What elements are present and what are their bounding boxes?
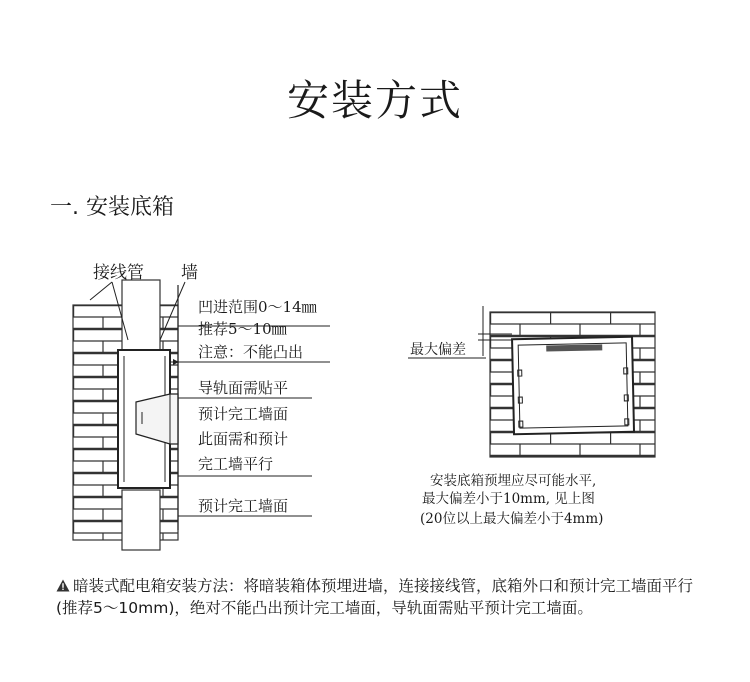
conduit-pipe: [122, 280, 160, 360]
face-text-2: 完工墙平行: [198, 455, 274, 473]
rail-text-2: 预计完工墙面: [198, 405, 289, 423]
max-deviation-label: 最大偏差: [410, 342, 466, 358]
conduit-pipe-lower: [122, 490, 160, 550]
installation-note: [56, 576, 706, 619]
face-text-1: 此面需和预计: [198, 430, 289, 448]
warning-text: 注意：不能凸出: [198, 343, 304, 361]
caption-line-1: 安装底箱预埋应尽可能水平,: [430, 473, 597, 489]
label-pipe: 接线管: [93, 263, 144, 283]
level-deviation-diagram: [408, 306, 655, 527]
tilted-back-box: [512, 337, 634, 434]
warning-triangle-icon: [56, 579, 70, 592]
page-title: 安装方式: [286, 76, 463, 125]
section-heading: 一. 安装底箱: [50, 195, 174, 220]
rail-text-1: 导轨面需贴平: [198, 379, 289, 397]
note-text: 暗装式配电箱安装方法：将暗装箱体预埋进墙，连接接线管，底箱外口和预计完工墙面平行(推荐5～10mm)，绝对不能凸出预计完工墙面，导轨面需贴平预计完工墙面。: [56, 577, 694, 617]
caption-line-3: (20位以上最大偏差小于4mm): [420, 511, 604, 527]
recommended-text: 推荐5～10㎜: [198, 320, 287, 338]
caption-line-2: 最大偏差小于10mm, 见上图: [422, 491, 595, 507]
recess-range-text: 凹进范围0～14㎜: [198, 298, 317, 316]
finished-wall-text: 预计完工墙面: [198, 497, 289, 515]
wall-section-diagram: [73, 263, 330, 550]
label-wall: 墙: [181, 263, 198, 283]
